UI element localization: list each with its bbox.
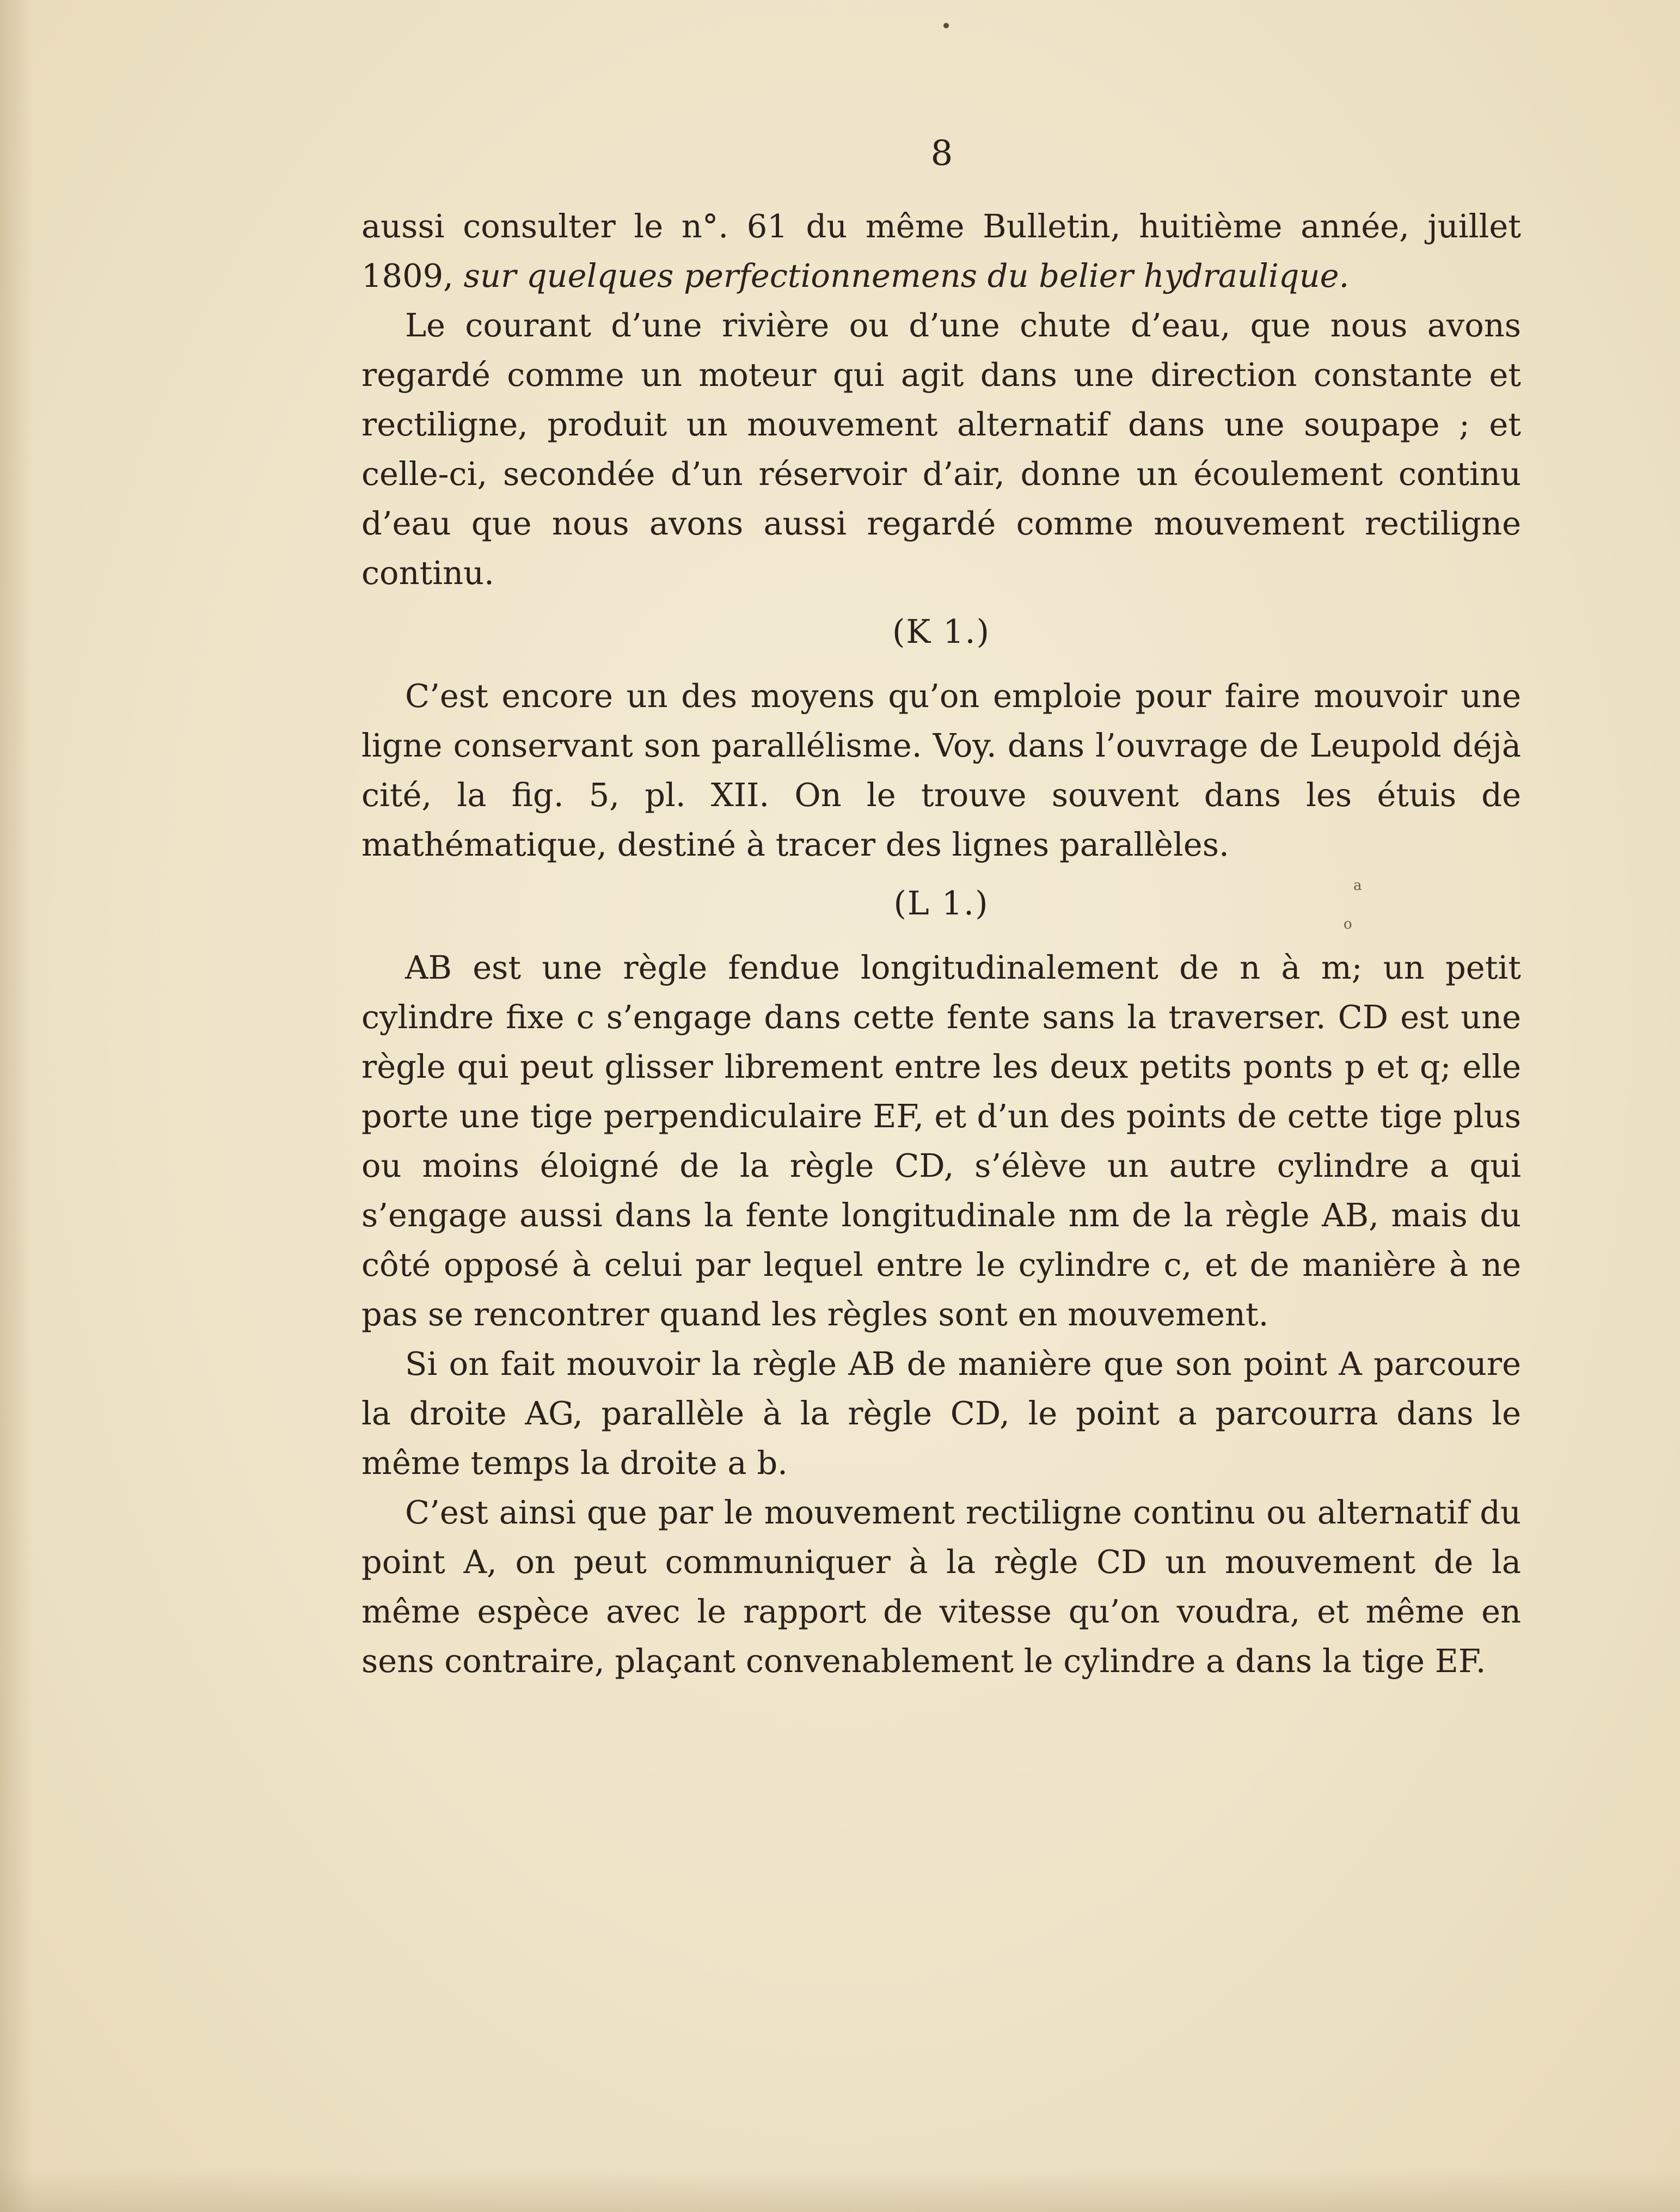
margin-mark-a: a bbox=[1353, 877, 1362, 894]
paragraph-continuation-text: aussi consulter le n°. 61 du même Bulletin, huitième année, juillet 1809, bbox=[361, 207, 1521, 294]
paragraph-ruler-motion: Si on fait mouvoir la règle AB de manière que son point A parcoure la droite AG, parallèle à la règle CD, le point a parcourra dans le même temps la droite a b. bbox=[361, 1345, 1521, 1482]
body-text bbox=[361, 201, 1521, 1686]
page-number: 8 bbox=[930, 133, 953, 174]
page-bottom-shadow bbox=[0, 2168, 1680, 2212]
paragraph-continuation bbox=[361, 201, 1521, 300]
paragraph-ruler-conclusion: C’est ainsi que par le mouvement rectiligne continu ou alternatif du point A, on peut communiquer à la règle CD un mouvement de la même espèce avec le rapport de vitesse qu’on voudra, et même en sens contraire, plaçant convenablement le cylindre a dans la tige EF. bbox=[361, 1494, 1521, 1680]
section-heading-l1: (L 1.) bbox=[893, 884, 989, 923]
paragraph-parallelism: C’est encore un des moyens qu’on emploie pour faire mouvoir une ligne conservant son parallélisme. Voy. dans l’ouvrage de Leupold déjà cité, la fig. 5, pl. XII. On le trouve souvent dans les étuis de mathématique, destiné à tracer des lignes parallèles. bbox=[361, 677, 1521, 863]
section-heading-k1: (K 1.) bbox=[892, 613, 990, 651]
page-edge-shadow bbox=[0, 0, 33, 2212]
ink-speck bbox=[943, 23, 949, 28]
paragraph-current-river: Le courant d’une rivière ou d’une chute d’eau, que nous avons regardé comme un moteur qui agit dans une direction constante et rectiligne, produit un mouvement alternatif dans une soupape ; et celle-ci, secondée d’un réservoir d’air, donne un écoulement continu d’eau que nous avons aussi regardé comme mouvement rectiligne continu. bbox=[361, 306, 1521, 592]
paragraph-ruler-description: AB est une règle fendue longitudinalement de n à m; un petit cylindre fixe c s’engage dans cette fente sans la traverser. CD est une règle qui peut glisser librement entre les deux petits ponts p et q; elle porte une tige perpendiculaire EF, et d’un des points de cette tige plus ou moins éloigné de la règle CD, s’élève un autre cylindre a qui s’engage aussi dans la fente longitudinale nm de la règle AB, mais du côté opposé à celui par lequel entre le cylindre c, et de manière à ne pas se rencontrer quand les règles sont en mouvement. bbox=[361, 949, 1521, 1333]
margin-mark-o: o bbox=[1344, 916, 1352, 932]
paragraph-continuation-italic: sur quelques perfectionnemens du belier hydraulique. bbox=[463, 257, 1350, 294]
